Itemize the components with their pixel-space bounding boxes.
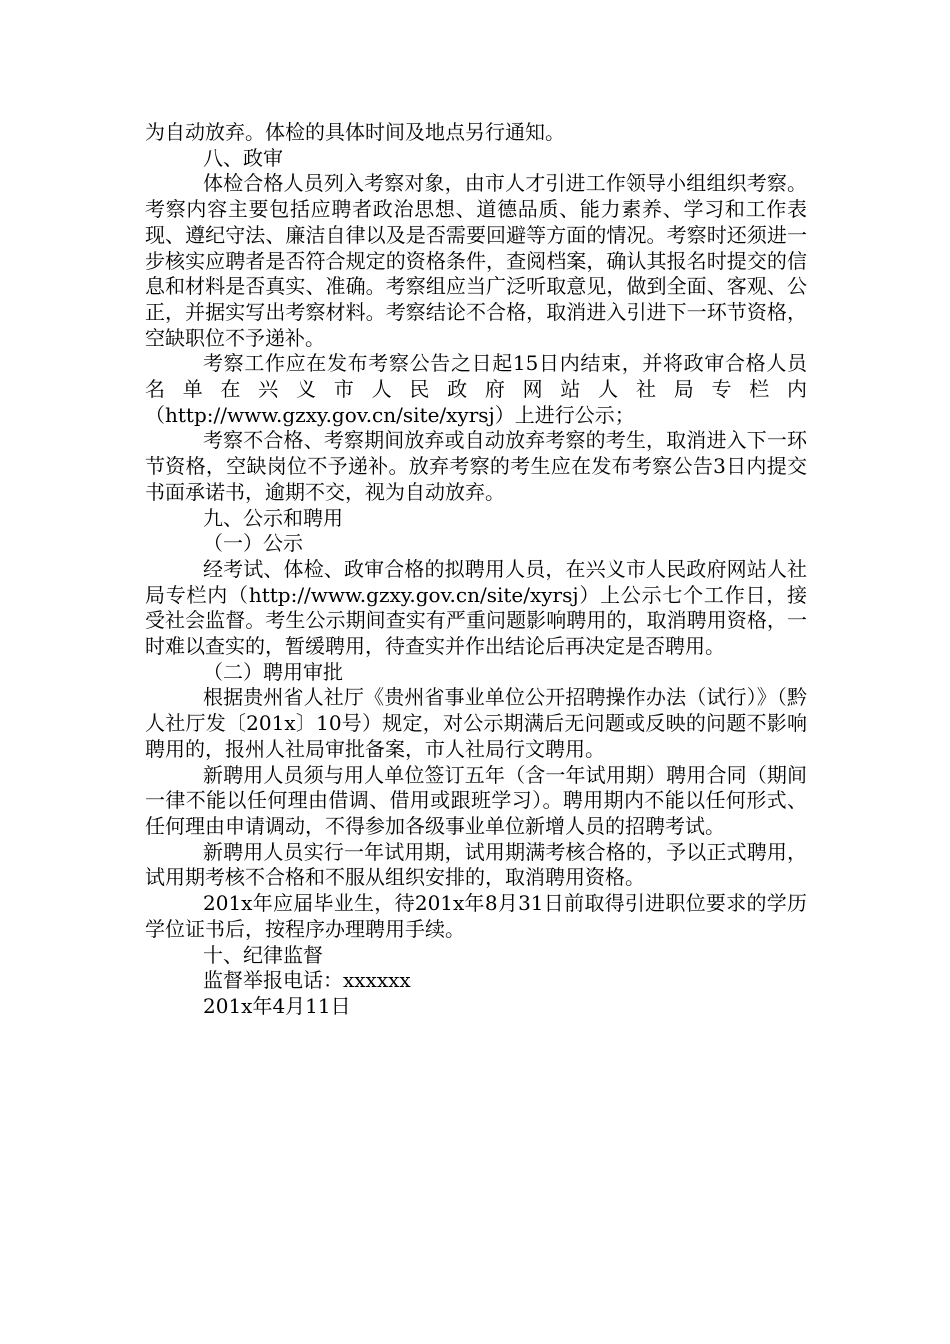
section-heading-political-review: 八、政审 bbox=[203, 145, 283, 170]
section-heading-publicity-employment: 九、公示和聘用 bbox=[203, 505, 343, 530]
report-phone: 监督举报电话：xxxxxx bbox=[203, 968, 411, 993]
paragraph-approval-rules: 根据贵州省人社厅《贵州省事业单位公开招聘操作办法（试行）》（黔人社厅发〔201x〕10号）规定，对公示期满后无问题或反映的问题不影响聘用的，报州人社局审批备案，市人社局行文聘用。 bbox=[145, 685, 807, 761]
paragraph-inspection: 体检合格人员列入考察对象，由市人才引进工作领导小组组织考察。考察内容主要包括应聘者政治思想、道德品质、能力素养、学习和工作表现、遵纪守法、廉洁自律以及是否需要回避等方面的情况。考察时还须进一步核实应聘者是否符合规定的资格条件，查阅档案，确认其报名时提交的信息和材料是否真实、准确。考察组应当广泛听取意见，做到全面、客观、公正，并据实写出考察材料。考察结论不合格，取消进入引进下一环节资格，空缺职位不予递补。 bbox=[145, 171, 807, 350]
paragraph-continuation: 为自动放弃。体检的具体时间及地点另行通知。 bbox=[145, 120, 565, 144]
document-date: 201x年4月11日 bbox=[203, 993, 351, 1018]
section-heading-discipline: 十、纪律监督 bbox=[203, 942, 323, 967]
subheading-employment-approval: （二）聘用审批 bbox=[203, 659, 343, 684]
paragraph-probation: 新聘用人员实行一年试用期，试用期满考核合格的，予以正式聘用，试用期考核不合格和不服从组织安排的，取消聘用资格。 bbox=[145, 839, 807, 890]
paragraph-inspection-failure: 考察不合格、考察期间放弃或自动放弃考察的考生，取消进入下一环节资格，空缺岗位不予递补。放弃考察的考生应在发布考察公告3日内提交书面承诺书，逾期不交，视为自动放弃。 bbox=[145, 428, 807, 504]
paragraph-inspection-deadline: 考察工作应在发布考察公告之日起15日内结束，并将政审合格人员名单在兴义市人民政府网站人社局专栏内（http://www.gzxy.gov.cn/site/xyrsj）上进行公示； bbox=[145, 351, 807, 427]
paragraph-publicity: 经考试、体检、政审合格的拟聘用人员，在兴义市人民政府网站人社局专栏内（http://www.gzxy.gov.cn/site/xyrsj）上公示七个工作日，接受社会监督。考生公示期间查实有严重问题影响聘用的，取消聘用资格，一时难以查实的，暂缓聘用，待查实并作出结论后再决定是否聘用。 bbox=[145, 556, 807, 659]
subheading-publicity: （一）公示 bbox=[203, 531, 303, 556]
paragraph-contract: 新聘用人员须与用人单位签订五年（含一年试用期）聘用合同（期间一律不能以任何理由借调、借用或跟班学习）。聘用期内不能以任何形式、任何理由申请调动，不得参加各级事业单位新增人员的招聘考试。 bbox=[145, 762, 807, 838]
paragraph-graduates: 201x年应届毕业生，待201x年8月31日前取得引进职位要求的学历学位证书后，按程序办理聘用手续。 bbox=[145, 891, 807, 941]
document-body bbox=[145, 120, 807, 1020]
